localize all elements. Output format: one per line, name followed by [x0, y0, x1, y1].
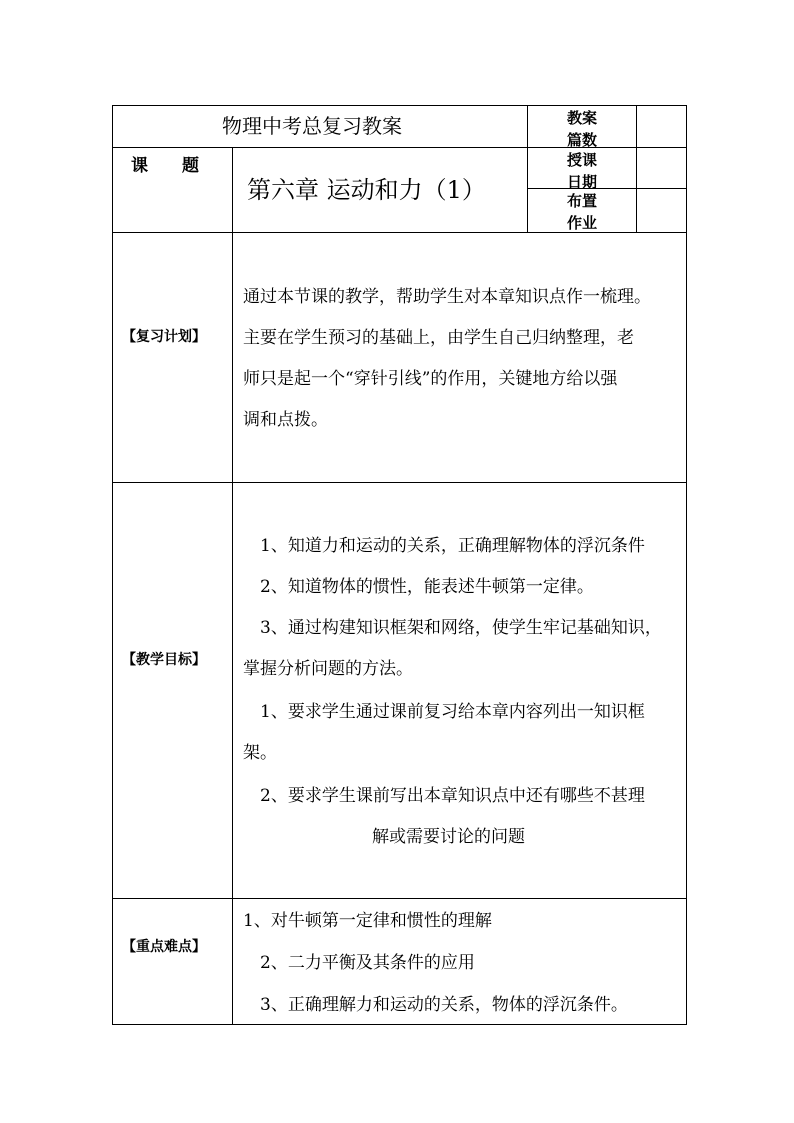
teaching-goal-line: 2、要求学生课前写出本章知识点中还有哪些不甚理 — [260, 786, 645, 806]
table-divider — [112, 898, 687, 899]
date-label: 授课日期 — [567, 151, 598, 191]
table-border-bottom — [112, 1024, 687, 1025]
review-plan-line: 师只是起一个“穿针引线”的作用，关键地方给以强 — [243, 369, 618, 389]
teaching-goal-line: 1、要求学生通过课前复习给本章内容列出一知识框 — [260, 702, 645, 722]
chapter-title: 第六章 运动和力（1） — [247, 176, 486, 204]
document-title: 物理中考总复习教案 — [222, 114, 402, 138]
teaching-goals-label: 【教学目标】 — [122, 652, 206, 668]
table-divider — [112, 482, 687, 483]
lesson-count-label: 教案篇数 — [567, 109, 598, 149]
table-divider — [527, 105, 528, 233]
key-point-line: 3、正确理解力和运动的关系，物体的浮沉条件。 — [260, 995, 628, 1015]
teaching-goal-line: 3、通过构建知识框架和网络，使学生牢记基础知识， — [260, 618, 662, 638]
table-divider — [527, 188, 687, 189]
homework-label: 布置作业 — [567, 192, 598, 232]
key-point-line: 2、二力平衡及其条件的应用 — [260, 953, 475, 973]
table-border-top — [112, 105, 687, 106]
table-divider — [232, 147, 233, 1025]
table-divider — [636, 105, 637, 233]
table-border-left — [112, 105, 113, 1025]
teaching-goal-line: 1、知道力和运动的关系，正确理解物体的浮沉条件 — [260, 536, 645, 556]
key-points-label: 【重点难点】 — [122, 939, 206, 955]
review-plan-line: 主要在学生预习的基础上，由学生自己归纳整理，老 — [243, 328, 634, 348]
review-plan-line: 通过本节课的教学，帮助学生对本章知识点作一梳理。 — [243, 287, 651, 307]
teaching-goal-line: 解或需要讨论的问题 — [372, 827, 525, 847]
key-point-line: 1、对牛顿第一定律和惯性的理解 — [243, 911, 492, 931]
teaching-goal-line: 掌握分析问题的方法。 — [243, 659, 413, 679]
review-plan-line: 调和点拨。 — [243, 410, 328, 430]
review-plan-label: 【复习计划】 — [122, 329, 206, 345]
topic-label: 课 题 — [131, 156, 199, 176]
teaching-goal-line: 架。 — [243, 743, 277, 763]
teaching-goal-line: 2、知道物体的惯性，能表述牛顿第一定律。 — [260, 577, 594, 597]
table-border-right — [686, 105, 687, 1025]
